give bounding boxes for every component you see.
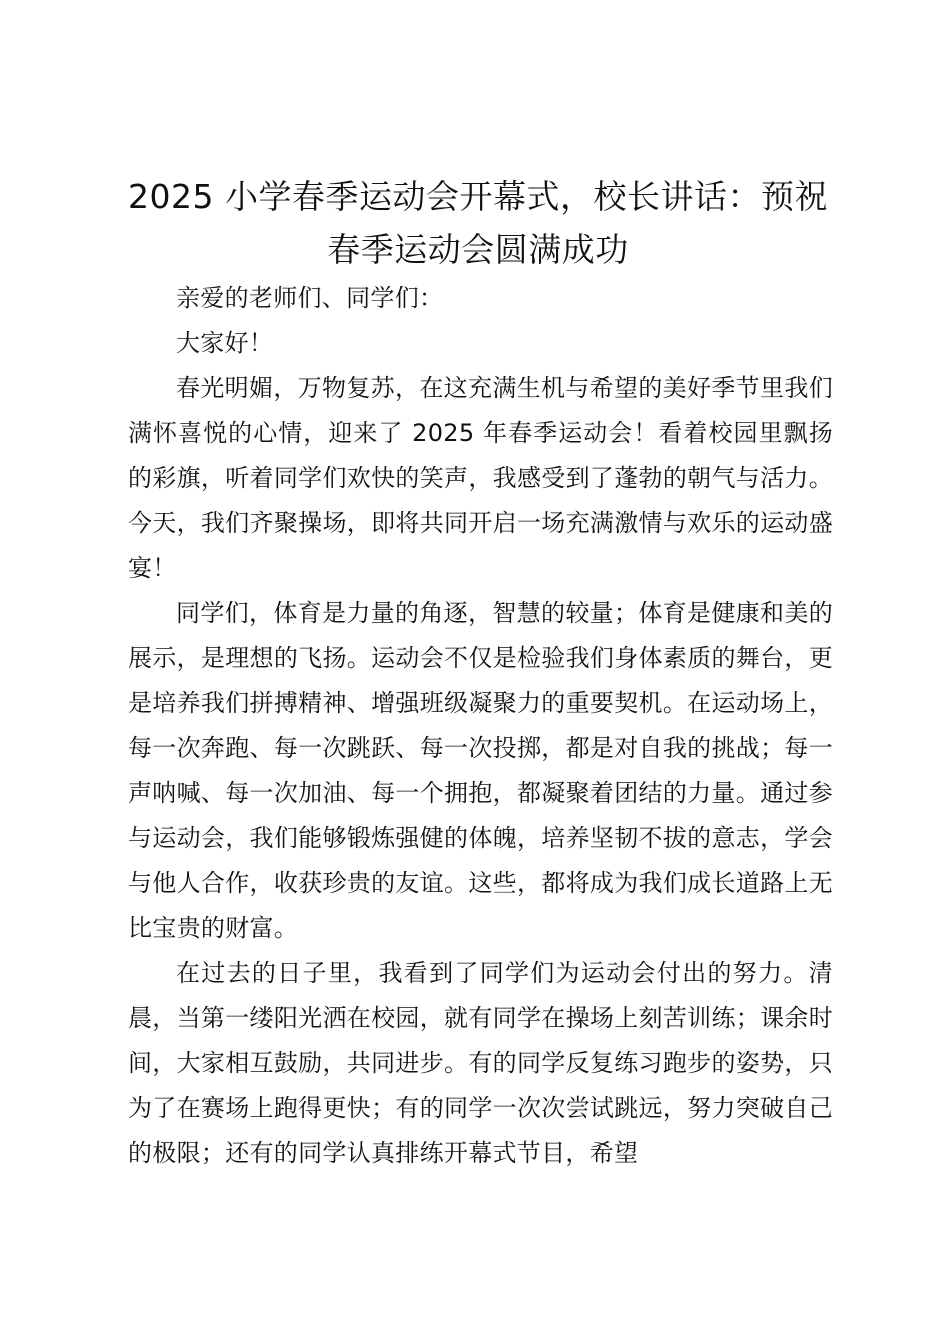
paragraph-greeting: 大家好！ [176,329,274,357]
paragraph-opening: 春光明媚，万物复苏，在这充满生机与希望的美好季节里我们满怀喜悦的心情，迎来了 2025 年春季运动会！看着校园里飘扬的彩旗，听着同学们欢快的笑声，我感受到了蓬勃的朝气与活力。今天，我们齐聚操场，即将共同开启一场充满激情与欢乐的运动盛宴！ [128,374,833,582]
paragraph-sports-meaning: 同学们，体育是力量的角逐，智慧的较量；体育是健康和美的展示，是理想的飞扬。运动会不仅是检验我们身体素质的舞台，更是培养我们拼搏精神、增强班级凝聚力的重要契机。在运动场上，每一次奔跑、每一次跳跃、每一次投掷，都是对自我的挑战；每一声呐喊、每一次加油、每一个拥抱，都凝聚着团结的力量。通过参与运动会，我们能够锻炼强健的体魄，培养坚韧不拔的意志，学会与他人合作，收获珍贵的友谊。这些，都将成为我们成长道路上无比宝贵的财富。 [128,599,833,942]
document-body [128,276,833,1176]
document-title: 2025 小学春季运动会开幕式，校长讲话：预祝春季运动会圆满成功 [128,177,828,269]
paragraph-salutation: 亲爱的老师们、同学们： [176,284,444,312]
paragraph-student-efforts: 在过去的日子里，我看到了同学们为运动会付出的努力。清晨，当第一缕阳光洒在校园，就有同学在操场上刻苦训练；课余时间，大家相互鼓励，共同进步。有的同学反复练习跑步的姿势，只为了在赛场上跑得更快；有的同学一次次尝试跳远，努力突破自己的极限；还有的同学认真排练开幕式节目，希望 [128,959,833,1167]
